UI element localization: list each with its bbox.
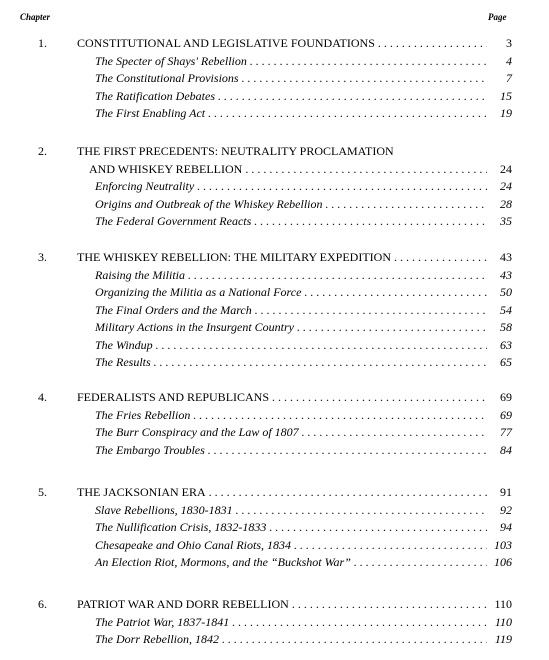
section-page-number: 63 <box>500 337 512 352</box>
section-page-number: 119 <box>494 632 512 646</box>
chapter-title: PATRIOT WAR AND DORR REBELLION <box>77 597 289 611</box>
section-row[interactable] <box>95 535 512 552</box>
section-row[interactable] <box>95 194 512 211</box>
chapter-number: 3. <box>38 250 47 264</box>
section-title: Chesapeake and Ohio Canal Riots, 1834 <box>95 537 291 552</box>
section-row[interactable] <box>95 265 512 282</box>
chapter-number: 2. <box>38 144 47 158</box>
section-page-number: 58 <box>500 320 512 334</box>
section-title: Enforcing Neutrality <box>95 179 195 193</box>
section-title: The Fries Rebellion <box>95 407 191 422</box>
dot-leader <box>304 285 487 299</box>
dot-leader <box>236 503 487 517</box>
section-page-number: 84 <box>500 442 512 457</box>
dot-leader <box>302 425 487 439</box>
section-row[interactable] <box>95 103 512 120</box>
dot-leader <box>292 597 487 611</box>
section-page-number: 43 <box>500 267 512 282</box>
section-page-number: 7 <box>506 71 512 85</box>
section-page-number: 106 <box>494 555 512 569</box>
dot-leader <box>294 538 487 552</box>
chapter-title-row[interactable] <box>77 33 512 50</box>
section-page-number: 94 <box>500 520 512 534</box>
chapter-title-row[interactable] <box>77 387 512 404</box>
dot-leader <box>197 179 487 193</box>
chapter-page-number: 24 <box>500 161 512 176</box>
page-column-header: Page <box>488 12 507 22</box>
chapter-title: FEDERALISTS AND REPUBLICANS <box>77 390 270 404</box>
chapter-title: AND WHISKEY REBELLION <box>89 161 243 176</box>
section-row[interactable] <box>95 300 512 317</box>
section-row[interactable] <box>95 629 512 646</box>
dot-leader <box>254 214 487 228</box>
chapter-page-number: 43 <box>500 250 512 264</box>
dot-leader <box>297 320 487 334</box>
dot-leader <box>242 71 487 85</box>
section-page-number: 24 <box>500 179 512 193</box>
dot-leader <box>394 250 487 264</box>
section-title: The Specter of Shays' Rebellion <box>95 53 247 68</box>
chapter-title-row[interactable] <box>77 482 512 499</box>
chapter-number: 6. <box>38 597 47 611</box>
section-title: The Dorr Rebellion, 1842 <box>95 632 219 646</box>
dot-leader <box>222 632 487 646</box>
section-row[interactable] <box>95 352 512 369</box>
section-page-number: 15 <box>500 88 512 103</box>
dot-leader <box>250 54 487 68</box>
section-page-number: 28 <box>500 196 512 211</box>
dot-leader <box>232 615 487 629</box>
dot-leader <box>154 355 487 369</box>
section-page-number: 50 <box>500 285 512 299</box>
dot-leader <box>188 268 487 282</box>
chapter-title-row[interactable] <box>77 247 512 264</box>
chapter-title: CONSTITUTIONAL AND LEGISLATIVE FOUNDATIONS <box>77 36 375 50</box>
section-page-number: 54 <box>500 302 512 317</box>
dot-leader <box>269 520 487 534</box>
section-row[interactable] <box>95 51 512 68</box>
section-row[interactable] <box>95 317 512 334</box>
section-row[interactable] <box>95 68 512 85</box>
section-title: The Burr Conspiracy and the Law of 1807 <box>95 425 299 439</box>
section-row[interactable] <box>95 335 512 352</box>
section-row[interactable] <box>95 500 512 517</box>
section-title: The Patriot War, 1837-1841 <box>95 614 230 629</box>
section-title: The Ratification Debates <box>95 88 215 103</box>
section-title: The Nullification Crisis, 1832-1833 <box>95 520 267 534</box>
chapter-number: 5. <box>38 485 47 499</box>
section-page-number: 4 <box>506 53 512 68</box>
dot-leader <box>209 485 487 499</box>
section-title: The First Enabling Act <box>95 106 206 120</box>
section-page-number: 69 <box>500 407 512 422</box>
dot-leader <box>208 106 487 120</box>
chapter-title-row[interactable] <box>89 159 512 176</box>
chapter-page-number: 110 <box>494 597 512 611</box>
dot-leader <box>272 390 487 404</box>
dot-leader <box>156 338 487 352</box>
section-page-number: 77 <box>500 425 512 439</box>
section-page-number: 65 <box>500 355 512 369</box>
section-row[interactable] <box>95 440 512 457</box>
dot-leader <box>208 443 487 457</box>
section-row[interactable] <box>95 422 512 439</box>
section-row[interactable] <box>95 211 512 228</box>
section-title: The Embargo Troubles <box>95 442 205 457</box>
dot-leader <box>354 555 487 569</box>
chapter-title: THE FIRST PRECEDENTS: NEUTRALITY PROCLAMATION <box>77 144 394 158</box>
section-row[interactable] <box>95 612 512 629</box>
chapter-number: 1. <box>38 36 47 50</box>
section-row[interactable] <box>95 405 512 422</box>
section-title: The Results <box>95 355 151 369</box>
section-title: The Federal Government Reacts <box>95 214 252 228</box>
chapter-title: THE WHISKEY REBELLION: THE MILITARY EXPEDITION <box>77 250 391 264</box>
chapter-page-number: 91 <box>500 485 512 499</box>
chapter-title: THE JACKSONIAN ERA <box>77 485 206 499</box>
section-row[interactable] <box>95 282 512 299</box>
section-title: The Constitutional Provisions <box>95 71 239 85</box>
section-title: Raising the Militia <box>95 267 185 282</box>
chapter-title-row[interactable] <box>77 594 512 611</box>
section-title: Origins and Outbreak of the Whiskey Rebellion <box>95 196 323 211</box>
dot-leader <box>378 36 487 50</box>
section-page-number: 110 <box>494 614 512 629</box>
dot-leader <box>245 162 487 176</box>
section-page-number: 35 <box>500 214 512 228</box>
section-title: The Final Orders and the March <box>95 302 252 317</box>
chapter-page-number: 69 <box>500 390 512 404</box>
chapter-title-row[interactable] <box>77 141 512 158</box>
section-page-number: 19 <box>500 106 512 120</box>
section-title: Military Actions in the Insurgent Country <box>95 320 294 334</box>
section-page-number: 92 <box>500 502 512 517</box>
section-title: Slave Rebellions, 1830-1831 <box>95 502 233 517</box>
section-page-number: 103 <box>494 537 512 552</box>
section-title: The Windup <box>95 337 153 352</box>
section-row[interactable] <box>95 86 512 103</box>
chapter-number: 4. <box>38 390 47 404</box>
section-row[interactable] <box>95 176 512 193</box>
dot-leader <box>193 408 487 422</box>
dot-leader <box>326 197 487 211</box>
dot-leader <box>218 89 487 103</box>
dot-leader <box>255 303 487 317</box>
section-title: Organizing the Militia as a National Force <box>95 285 302 299</box>
section-row[interactable] <box>95 552 512 569</box>
chapter-column-header: Chapter <box>20 12 51 22</box>
section-row[interactable] <box>95 517 512 534</box>
section-title: An Election Riot, Mormons, and the “Buckshot War” <box>95 555 351 569</box>
chapter-page-number: 3 <box>506 36 512 50</box>
